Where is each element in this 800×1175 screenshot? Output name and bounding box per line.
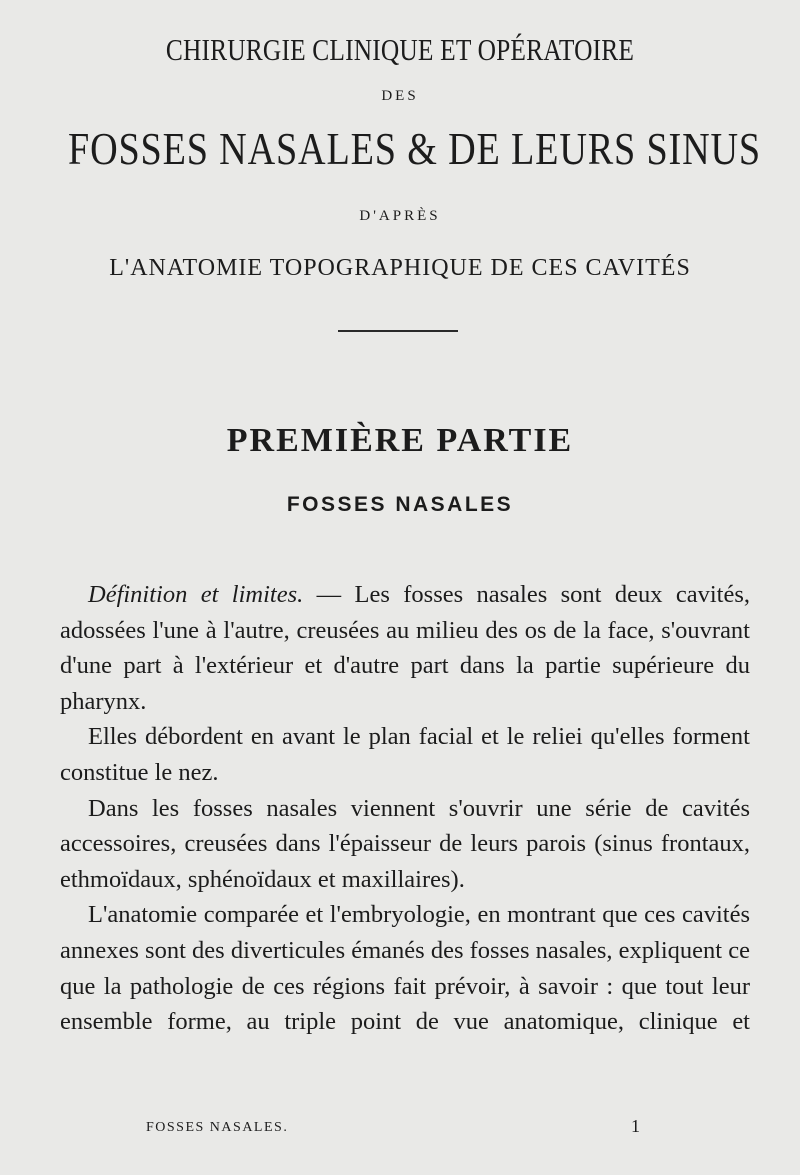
paragraph-cavites: Dans les fosses nasales viennent s'ouvrir une série de cavités accessoires, creusées dans l'épaisseur de leurs parois (sinus frontaux, ethmoïdaux, sphénoïdaux et maxillaires). [60,794,750,893]
title-divider-rule [338,330,458,332]
paragraph-nez: Elles débordent en avant le plan facial et le reliei qu'elles forment constitue le nez. [60,723,750,786]
book-main-title: FOSSES NASALES & DE LEURS SINUS [68,123,761,174]
title-connector-dapres: D'APRÈS [359,208,441,224]
running-footer-title: FOSSES NASALES. [146,1120,289,1135]
book-title-top: CHIRURGIE CLINIQUE ET OPÉRATOIRE [165,32,635,67]
paragraph-lead-italic: Définition et limites. [88,581,304,608]
signature-mark: 1 [631,1116,640,1136]
section-heading: FOSSES NASALES [286,493,514,516]
body-text [60,577,750,1040]
book-subtitle: L'ANATOMIE TOPOGRAPHIQUE DE CES CAVITÉS [109,255,691,281]
title-connector-des: DES [381,88,419,104]
paragraph-text: — Les fosses nasales sont deux cavités, adossées l'une à l'autre, creusées au milieu des os de la face, s'ouvrant d'une part à l'extérieur et d'autre part dans la partie supérieure du pharynx. [60,581,750,715]
paragraph-anatomie: L'anatomie comparée et l'embryologie, en montrant que ces cavités annexes sont des diverticules émanés des fosses nasales, expliquent ce que la pathologie de ces régions fait prévoir, à savoir : que tout leur ensemble forme, au triple point de vue anatomique, clinique et [60,901,750,1036]
paragraph-definition [60,577,750,719]
part-heading: PREMIÈRE PARTIE [226,422,574,459]
